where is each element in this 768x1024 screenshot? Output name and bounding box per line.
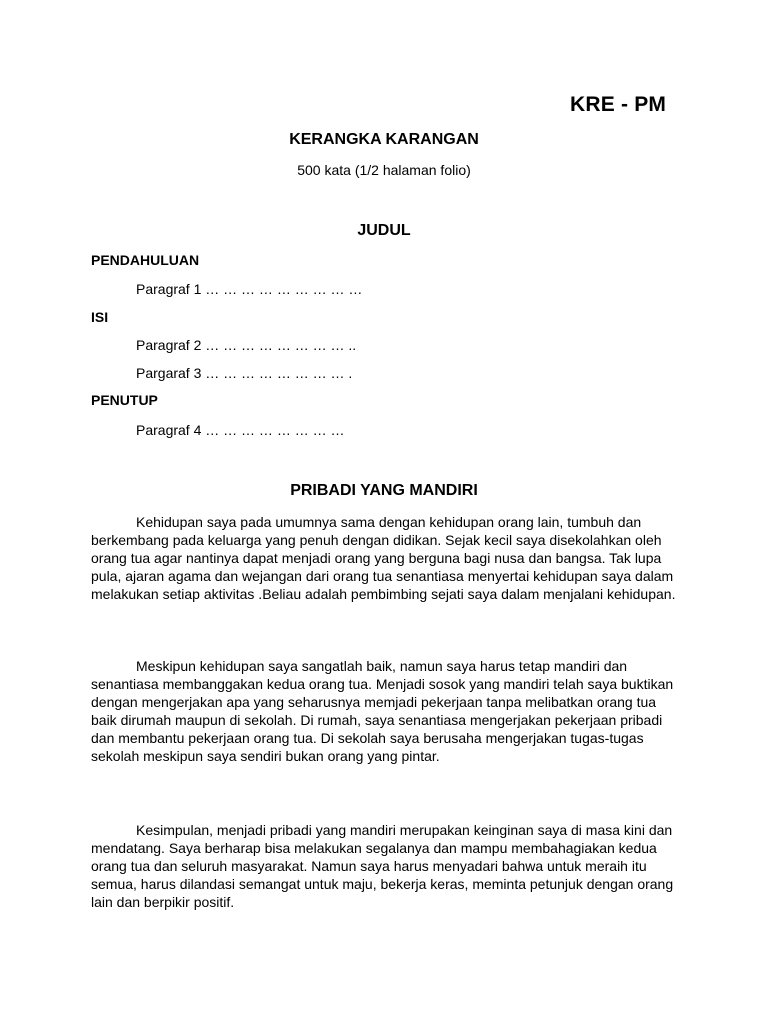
section-penutup: PENUTUP [91,392,158,408]
essay-paragraph-2: Meskipun kehidupan saya sangatlah baik, namun saya harus tetap mandiri dan senantiasa membanggakan kedua orang tua. Menjadi sosok yang mandiri telah saya buktikan dengan mengerjakan apa yang seharusnya memjadi pekerjaan tanpa melibatkan orang tua baik dirumah maupun di sekolah. Di rumah, saya senantiasa mengerjakan pekerjaan pribadi dan membantu pekerjaan orang tua. Di sekolah saya berusaha mengerjakan tugas-tugas sekolah meskipun saya sendiri bukan orang yang pintar. [91,658,674,764]
outline-paragraph-4: Paragraf 4 … … … … … … … … [136,422,345,438]
outline-paragraph-2: Paragraf 2 … … … … … … … … .. [136,337,357,353]
outline-paragraph-3: Pargaraf 3 … … … … … … … … . [136,365,353,381]
section-isi: ISI [91,309,109,325]
essay-paragraph-3: Kesimpulan, menjadi pribadi yang mandiri merupakan keinginan saya di masa kini dan mendatang. Saya berharap bisa melakukan segalanya dan mampu membahagiakan kedua orang tua dan seluruh masyarakat. Namun saya harus menyadari bahwa untuk meraih itu semua, harus dilandasi semangat untuk maju, bekerja keras, meminta petunjuk dengan orang lain dan berpikir positif. [91,822,674,910]
essay-paragraph-1: Kehidupan saya pada umumnya sama dengan kehidupan orang lain, tumbuh dan berkembang pada keluarga yang penuh dengan didikan. Sejak kecil saya disekolahkan oleh orang tua agar nantinya dapat menjadi orang yang berguna bagi nusa dan bangsa. Tak lupa pula, ajaran agama dan wejangan dari orang tua senantiasa menyertai kehidupan saya dalam melakukan setiap aktivitas .Beliau adalah pembimbing sejati saya dalam menjalani kehidupan. [91,514,676,602]
document-code: KRE - PM [570,93,667,116]
judul-heading: JUDUL [357,222,411,239]
section-pendahuluan: PENDAHULUAN [91,252,200,268]
outline-subtitle: 500 kata (1/2 halaman folio) [297,162,471,178]
outline-paragraph-1: Paragraf 1 … … … … … … … … … [136,281,363,297]
outline-title: KERANGKA KARANGAN [289,131,479,148]
essay-title: PRIBADI YANG MANDIRI [290,482,478,499]
